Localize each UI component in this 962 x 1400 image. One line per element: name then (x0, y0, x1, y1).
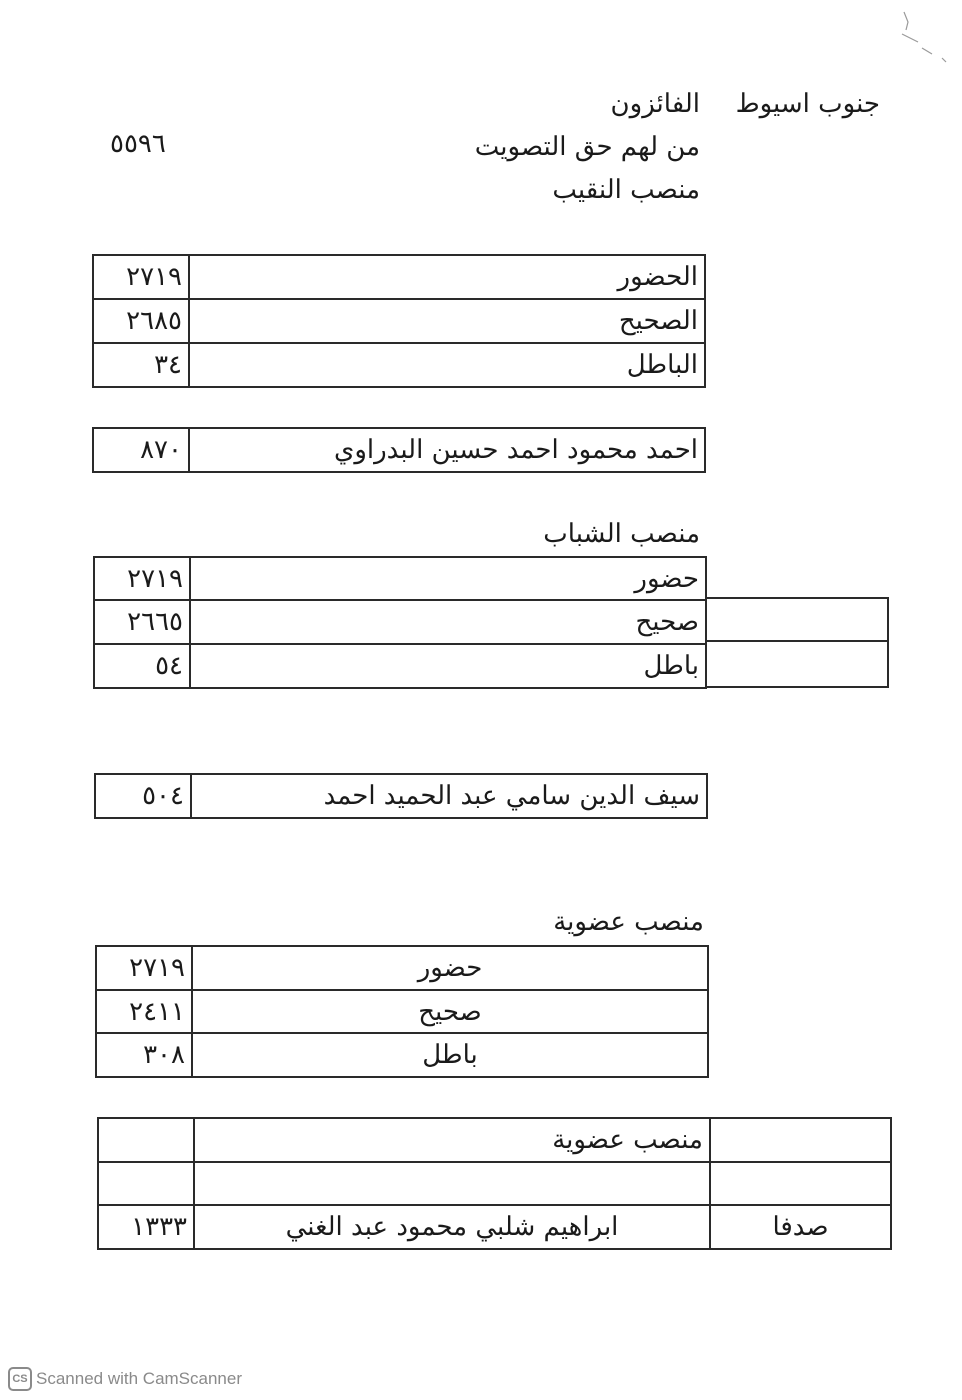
naqib-attendance-value: ٢٧١٩ (93, 255, 189, 299)
camscanner-logo: CS (8, 1367, 32, 1391)
youth-valid-label: صحيح (190, 600, 706, 644)
table-row (98, 1205, 891, 1249)
youth-winner-name: سيف الدين سامي عبد الحميد احمد (191, 774, 707, 818)
empty-cell (710, 1162, 891, 1205)
table-row (95, 774, 707, 818)
membership-valid-label: صحيح (192, 990, 708, 1033)
membership-valid-value: ٢٤١١ (96, 990, 192, 1033)
naqib-winner-votes: ٨٧٠ (93, 428, 189, 472)
membership-winner-votes: ١٣٣٣ (98, 1205, 194, 1249)
table-row (94, 557, 706, 600)
eligible-voters-label: من لهم حق التصويت (474, 132, 700, 162)
region-title: جنوب اسيوط (735, 89, 880, 119)
youth-attendance-value: ٢٧١٩ (94, 557, 190, 600)
youth-attendance-label: حضور (190, 557, 706, 600)
youth-invalid-value: ٥٤ (94, 644, 190, 688)
table-row (93, 428, 705, 472)
table-row (94, 644, 706, 688)
position-naqib-title: منصب النقيب (552, 175, 700, 205)
table-row (96, 1033, 708, 1077)
camscanner-watermark (8, 1367, 242, 1391)
membership-header-votes-cell (98, 1118, 194, 1162)
pencil-marks (898, 8, 950, 64)
table-row (93, 343, 705, 387)
youth-extra-column (705, 597, 889, 688)
empty-cell (98, 1162, 194, 1205)
youth-extra-divider (705, 640, 889, 642)
naqib-invalid-label: الباطل (189, 343, 705, 387)
eligible-voters-count: ٥٥٩٦ (110, 129, 166, 159)
table-row (98, 1118, 891, 1162)
membership-winner-name: ابراهيم شلبي محمود عبد الغني (194, 1205, 710, 1249)
naqib-stats-table (92, 254, 706, 388)
youth-stats-table (93, 556, 707, 689)
position-youth-title: منصب الشباب (543, 519, 700, 549)
table-row (96, 990, 708, 1033)
membership-header-note-cell (710, 1118, 891, 1162)
membership-header-label: منصب عضوية (194, 1118, 710, 1162)
table-row (96, 946, 708, 990)
membership-invalid-value: ٣٠٨ (96, 1033, 192, 1077)
membership-invalid-label: باطل (192, 1033, 708, 1077)
youth-invalid-label: باطل (190, 644, 706, 688)
naqib-winner-table (92, 427, 706, 473)
membership-attendance-label: حضور (192, 946, 708, 990)
naqib-attendance-label: الحضور (189, 255, 705, 299)
table-row (98, 1162, 891, 1205)
naqib-winner-name: احمد محمود احمد حسين البدراوي (189, 428, 705, 472)
membership-winners-table (97, 1117, 892, 1250)
winners-heading: الفائزون (610, 89, 700, 119)
watermark-text: Scanned with CamScanner (36, 1369, 243, 1388)
naqib-valid-value: ٢٦٨٥ (93, 299, 189, 343)
membership-stats-table (95, 945, 709, 1078)
table-row (93, 299, 705, 343)
youth-winner-votes: ٥٠٤ (95, 774, 191, 818)
youth-winner-table (94, 773, 708, 819)
position-membership-title: منصب عضوية (553, 907, 704, 937)
naqib-invalid-value: ٣٤ (93, 343, 189, 387)
empty-cell (194, 1162, 710, 1205)
membership-winner-note: صدفا (710, 1205, 891, 1249)
naqib-valid-label: الصحيح (189, 299, 705, 343)
table-row (94, 600, 706, 644)
membership-attendance-value: ٢٧١٩ (96, 946, 192, 990)
youth-valid-value: ٢٦٦٥ (94, 600, 190, 644)
table-row (93, 255, 705, 299)
